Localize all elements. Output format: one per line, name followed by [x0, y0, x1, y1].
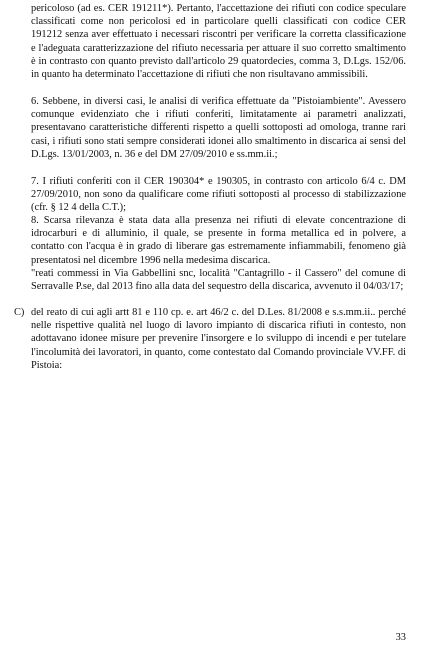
paragraph-text: 7. I rifiuti conferiti con il CER 190304* e 190305, in contrasto con articolo 6/4 c. DM 27/09/2010, non sono da qualificare come rifiuti sottoposti al processo di stabilizzazione (cfr. § 12 4 della C.T.); — [31, 176, 406, 214]
paragraph-8 — [31, 214, 406, 267]
section-letter: C) — [14, 307, 25, 318]
paragraph-7 — [31, 175, 406, 215]
section-c-text: del reato di cui agli artt 81 e 110 cp. e. art 46/2 c. del D.Les. 81/2008 e s.s.mm.ii.. perché nelle rispettive qualità nel luogo di lavoro impianto di discarica rifiuti in contesto, non adottavano idonee misure per prevenire l'insorgere e lo sviluppo di incendi e per tutelare l'incolumità dei lavoratori, in quanto, come contestato dal Comando provinciale VV.FF. di Pistoia: — [31, 307, 406, 371]
paragraph-text: 8. Scarsa rilevanza è stata data alla presenza nei rifiuti di elevate concentrazione di idrocarburi e di alluminio, il quale, se presente in forma metallica ed in polvere, a contatto con l'acqua è in grado di liberare gas estremamente infiammabili, fenomeno già presentatosi nel dicembre 1996 nella medesima discarica. — [31, 215, 406, 266]
paragraph-text: "reati commessi in Via Gabbellini snc, località "Cantagrillo - il Cassero" del comune di Serravalle P.se, dal 2013 fino alla data del sequestro della discarica, avvenuto il 04/03/17; — [31, 268, 406, 293]
paragraph-text: pericoloso (ad es. CER 191211*). Pertanto, l'accettazione dei rifiuti con codice speculare classificati come non pericolosi ed in particolare quelli classificati con codice CER 191212 senza aver effettuato i necessari riscontri per verificare la corretta classificazione e l'adeguata caratterizzazione del rifiuto necessaria per attuare il suo corretto smaltimento è in contrasto con quanto previsto dall'articolo 29 quatordecies, comma 3, D.Lgs. 152/06. in quanto ha determinato l'accettazione di rifiuti che non risultavano ammissibili. — [31, 3, 406, 81]
page-number: 33 — [395, 631, 406, 643]
paragraph-5-continuation — [31, 2, 406, 81]
paragraph-text: 6. Sebbene, in diversi casi, le analisi di verifica effettuate da "Pistoiambiente". Avessero comunque evidenziato che i rifiuti conferiti, limitatamente ai parametri analizzati, presentavano caratteristiche differenti rispetto a quelli sottoposti ad omologa, tranne rari casi, i rifiuti sono stati sempre considerati idonei allo smaltimento in discarica ai sensi del D.Lgs. 13/01/2003, n. 36 e del DM 27/09/2010 e ss.mm.ii.; — [31, 96, 406, 160]
offense-location — [31, 267, 406, 293]
paragraph-6 — [31, 95, 406, 161]
section-c — [14, 306, 406, 372]
